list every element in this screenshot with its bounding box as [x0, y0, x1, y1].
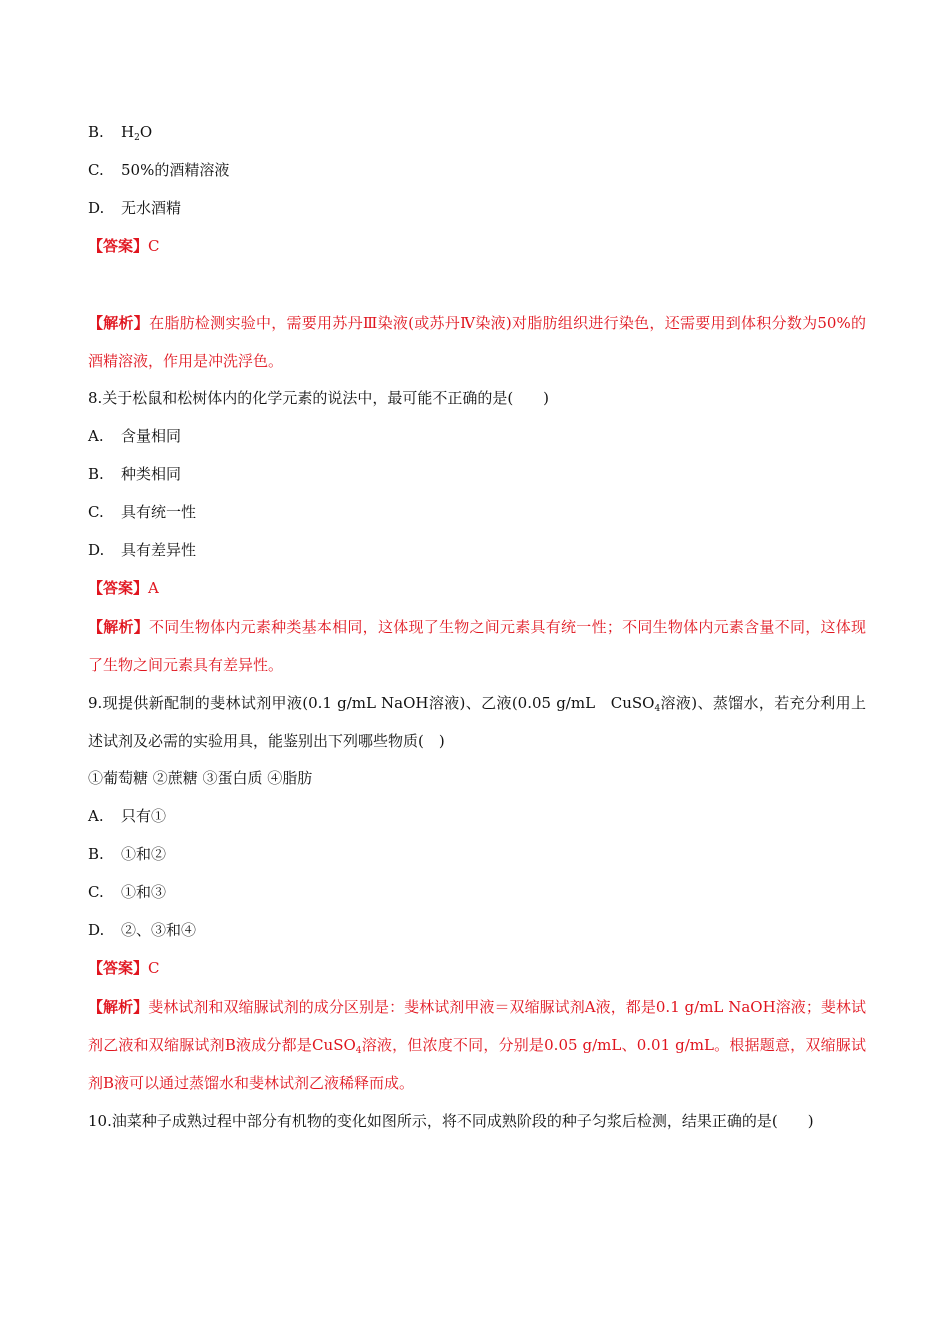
q9-option-d: D. ②、③和④ — [88, 921, 197, 939]
q9-option-c: C. ①和③ — [88, 883, 167, 901]
q8-option-a: A. 含量相同 — [88, 427, 182, 445]
q9-answer: 【答案】C — [88, 959, 160, 977]
q9-option-a: A. 只有① — [88, 807, 167, 825]
q10-stem: 10.油菜种子成熟过程中部分有机物的变化如图所示，将不同成熟阶段的种子匀浆后检测，结果正确的是( ) — [88, 1112, 814, 1130]
q8-option-c: C. 具有统一性 — [88, 503, 197, 521]
q7-answer: 【答案】C — [88, 237, 160, 255]
q9-stem: 9.现提供新配制的斐林试剂甲液(0.1 g/mL NaOH溶液)、乙液(0.05 g/mL CuSO$_4$溶液)、蒸馏水，若充分利用上述试剂及必需的实验用具，能鉴别出下列哪些物质( ) — [88, 694, 867, 750]
q7-option-c: C. 50%的酒精溶液 — [88, 161, 230, 179]
q7-option-b: B. $H_2O$ — [88, 123, 153, 143]
q8-analysis: 【解析】不同生物体内元素种类基本相同，这体现了生物之间元素具有统一性；不同生物体内元素含量不同，这体现了生物之间元素具有差异性。 — [88, 618, 866, 674]
q8-option-b: B. 种类相同 — [88, 465, 182, 483]
q9-analysis: 【解析】斐林试剂和双缩脲试剂的成分区别是：斐林试剂甲液＝双缩脲试剂A液，都是0.1 g/mL NaOH溶液；斐林试剂乙液和双缩脲试剂B液成分都是CuSO$_4$溶液，但浓度不同，分别是0.05 g/mL、0.01 g/mL。根据题意，双缩脲试剂B液可以通过蒸馏水和斐林试剂乙液稀释而成。 — [88, 998, 866, 1092]
q7-analysis: 【解析】在脂肪检测实验中，需要用苏丹Ⅲ染液(或苏丹Ⅳ染液)对脂肪组织进行染色，还需要用到体积分数为50%的酒精溶液，作用是冲洗浮色。 — [88, 314, 866, 370]
q8-stem: 8.关于松鼠和松树体内的化学元素的说法中，最可能不正确的是( ) — [88, 389, 550, 407]
q7-option-d: D. 无水酒精 — [88, 199, 182, 217]
q8-answer: 【答案】A — [88, 579, 159, 597]
q9-option-b: B. ①和② — [88, 845, 167, 863]
q8-option-d: D. 具有差异性 — [88, 541, 197, 559]
q9-items: ①葡萄糖 ②蔗糖 ③蛋白质 ④脂肪 — [88, 769, 313, 787]
